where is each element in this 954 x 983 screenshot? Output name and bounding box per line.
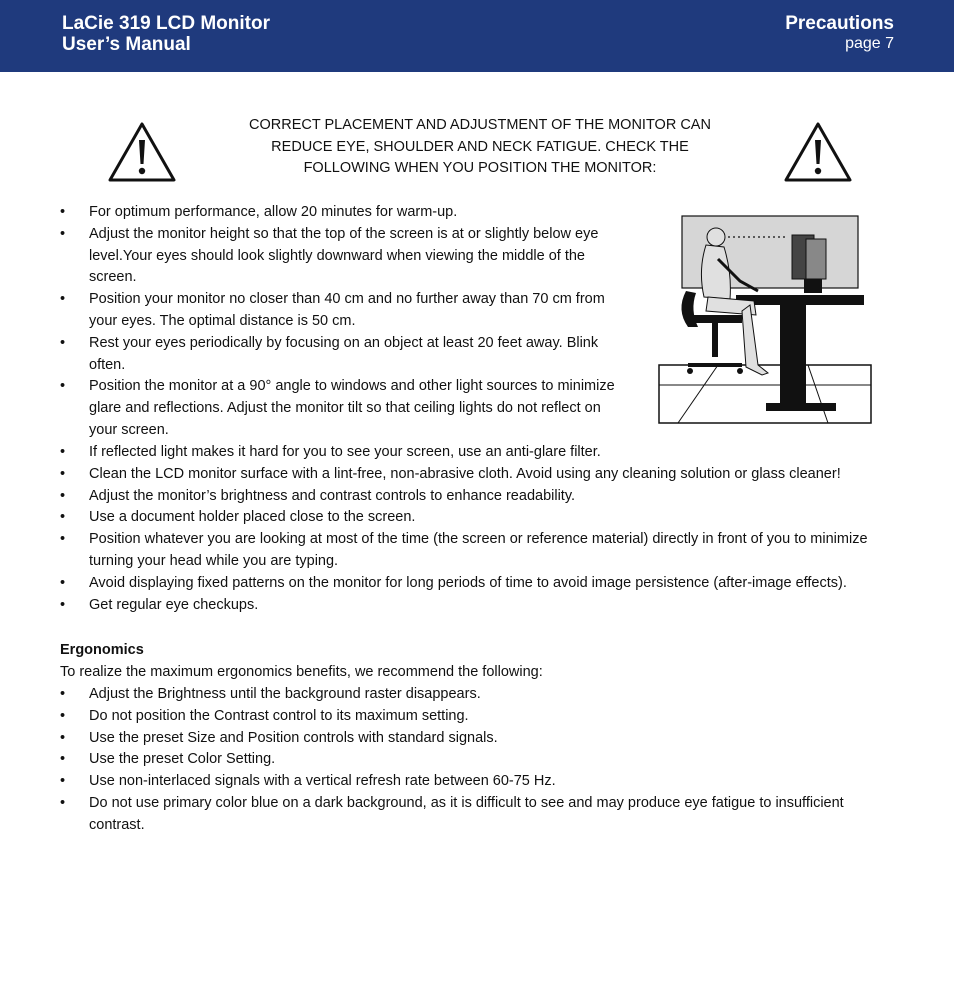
warning-line: REDUCE EYE, SHOULDER AND NECK FATIGUE. CHECK THE [271,138,689,155]
warning-line: FOLLOWING WHEN YOU POSITION THE MONITOR: [303,160,657,176]
list-item: • Do not use primary color blue on a dark background, as it is difficult to see and may produce eye fatigue to insufficient contrast. [60,793,850,837]
section-info [785,13,894,54]
page-header [0,0,954,72]
warning-triangle-icon [106,120,178,184]
list-item: • Get regular eye checkups. [60,595,880,617]
workstation-posture-illustration [658,215,872,425]
list-item: • Use the preset Size and Position controls with standard signals. [60,728,850,750]
warning-triangle-icon [782,120,854,184]
placement-tips-list [60,202,630,442]
page-number: page 7 [845,35,894,52]
list-item: • Adjust the monitor’s brightness and contrast controls to enhance readability. [60,486,880,508]
list-item: • Do not position the Contrast control to its maximum setting. [60,706,850,728]
list-item: • Rest your eyes periodically by focusing on an object at least 20 feet away. Blink often. [60,333,630,377]
list-item: • If reflected light makes it hard for you to see your screen, use an anti-glare filter. [60,442,880,464]
list-item: • Position whatever you are looking at most of the time (the screen or reference material) directly in front of you to minimize turning your head while you are typing. [60,529,880,573]
list-item: • Adjust the Brightness until the background raster disappears. [60,684,850,706]
care-tips-list [60,442,880,616]
list-item: • Use the preset Color Setting. [60,749,850,771]
list-item: • Use a document holder placed close to the screen. [60,507,880,529]
section-title: Precautions [785,13,894,34]
list-item: • For optimum performance, allow 20 minutes for warm-up. [60,202,630,224]
warning-line: CORRECT PLACEMENT AND ADJUSTMENT OF THE MONITOR CAN [249,117,711,133]
list-item: • Adjust the monitor height so that the top of the screen is at or slightly below eye level.Your eyes should look slightly downward when viewing the middle of the screen. [60,224,630,289]
warning-message [230,115,730,180]
manual-title-line1: LaCie 319 LCD Monitor [62,13,270,34]
manual-title [62,13,270,55]
ergonomics-list [60,684,850,837]
list-item: • Clean the LCD monitor surface with a lint-free, non-abrasive cloth. Avoid using any cleaning solution or glass cleaner! [60,464,880,486]
manual-title-line2: User’s Manual [62,34,191,55]
list-item: • Use non-interlaced signals with a vertical refresh rate between 60-75 Hz. [60,771,850,793]
ergonomics-intro: To realize the maximum ergonomics benefits, we recommend the following: [60,664,543,680]
ergonomics-heading: Ergonomics [60,642,144,658]
list-item: • Position your monitor no closer than 40 cm and no further away than 70 cm from your eyes. The optimal distance is 50 cm. [60,289,630,333]
list-item: • Avoid displaying fixed patterns on the monitor for long periods of time to avoid image persistence (after-image effects). [60,573,880,595]
list-item: • Position the monitor at a 90° angle to windows and other light sources to minimize glare and reflections. Adjust the monitor tilt so that ceiling lights do not reflect on your screen. [60,376,630,441]
